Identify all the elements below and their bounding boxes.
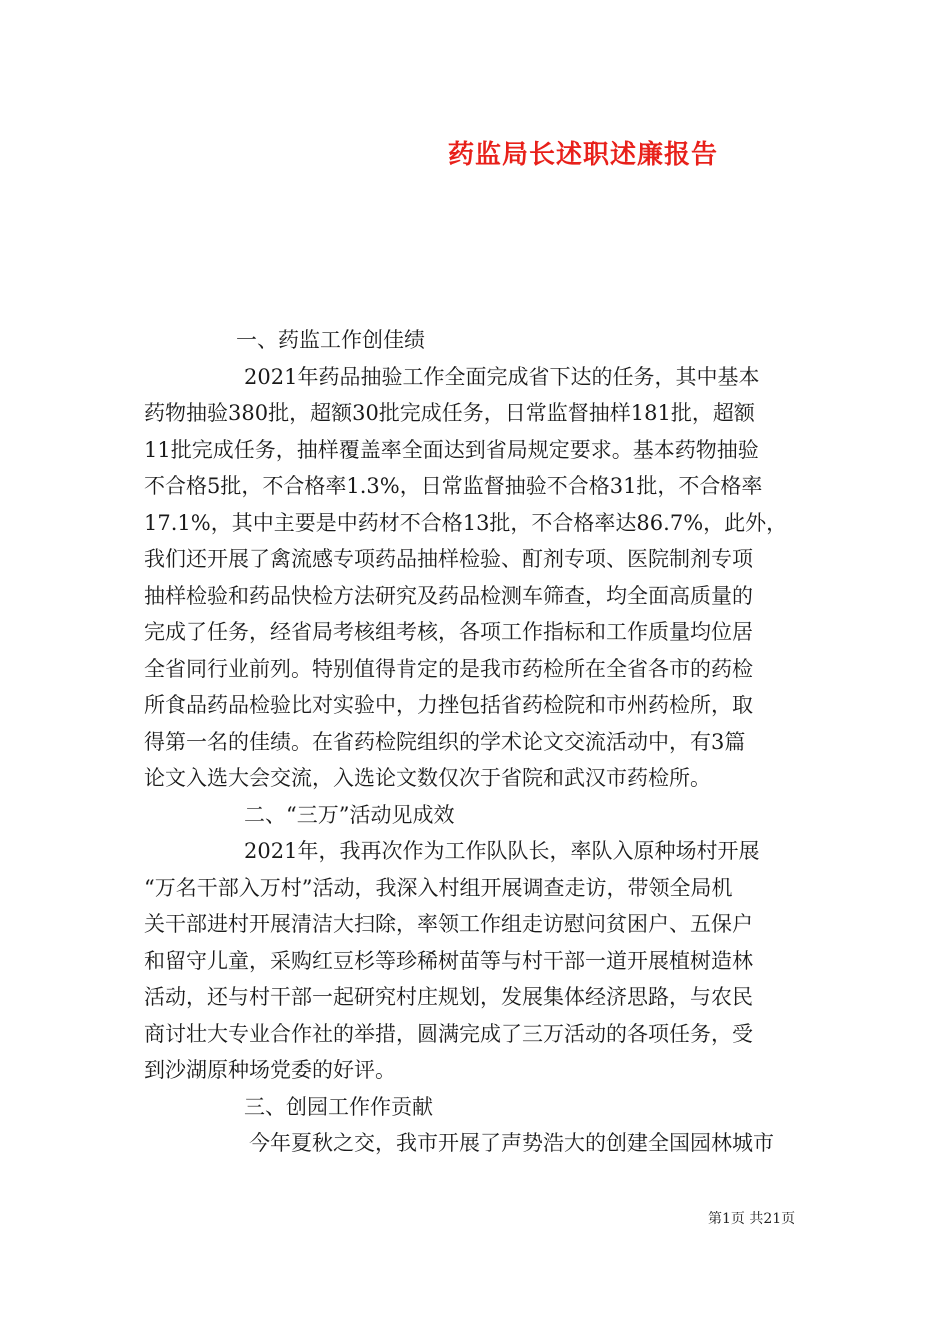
page-number-footer: 第1页 共21页 <box>708 1211 796 1227</box>
section-heading-2: 二、“三万”活动见成效 <box>244 802 455 827</box>
section-heading-3: 三、创园工作作贡献 <box>244 1094 433 1119</box>
section-paragraph-2 <box>144 833 809 1089</box>
paragraph-line: 活动，还与村干部一起研究村庄规划，发展集体经济思路，与农民 <box>144 985 753 1009</box>
paragraph-line: 我们还开展了禽流感专项药品抽样检验、酊剂专项、医院制剂专项 <box>144 547 753 571</box>
paragraph-line: 2021年药品抽验工作全面完成省下达的任务，其中基本 <box>244 364 760 389</box>
document-body <box>144 322 809 1162</box>
document-title: 药监局长述职述廉报告 <box>448 140 719 170</box>
paragraph-line: 17.1%，其中主要是中药材不合格13批，不合格率达86.7%，此外， <box>144 510 788 535</box>
paragraph-line: 完成了任务，经省局考核组考核，各项工作指标和工作质量均位居 <box>144 620 753 644</box>
paragraph-line: “万名干部入万村”活动，我深入村组开展调查走访，带领全局机 <box>144 875 733 900</box>
paragraph-line: 抽样检验和药品快检方法研究及药品检测车筛查，均全面高质量的 <box>144 583 753 608</box>
paragraph-line: 药物抽验380批，超额30批完成任务，日常监督抽样181批，超额 <box>144 401 755 425</box>
paragraph-line: 所食品药品检验比对实验中，力挫包括省药检院和市州药检所，取 <box>144 693 753 717</box>
paragraph-line: 今年夏秋之交，我市开展了声势浩大的创建全国园林城市 <box>249 1131 774 1155</box>
section-paragraph-1 <box>144 359 809 797</box>
paragraph-line: 商讨壮大专业合作社的举措，圆满完成了三万活动的各项任务，受 <box>144 1021 753 1046</box>
paragraph-line: 到沙湖原种场党委的好评。 <box>144 1058 396 1082</box>
paragraph-line: 论文入选大会交流，入选论文数仅次于省院和武汉市药检所。 <box>144 766 711 790</box>
paragraph-line: 关干部进村开展清洁大扫除，率领工作组走访慰问贫困户、五保户 <box>144 912 753 936</box>
paragraph-line: 全省同行业前列。特别值得肯定的是我市药检所在全省各市的药检 <box>144 656 753 681</box>
paragraph-line: 11批完成任务，抽样覆盖率全面达到省局规定要求。基本药物抽验 <box>144 437 759 462</box>
paragraph-line: 得第一名的佳绩。在省药检院组织的学术论文交流活动中，有3篇 <box>144 729 746 754</box>
section-paragraph-3 <box>144 1125 809 1162</box>
paragraph-line: 不合格5批，不合格率1.3%，日常监督抽验不合格31批，不合格率 <box>144 474 763 498</box>
paragraph-line: 2021年，我再次作为工作队队长，率队入原种场村开展 <box>244 839 760 863</box>
paragraph-line: 和留守儿童，采购红豆杉等珍稀树苗等与村干部一道开展植树造林 <box>144 948 753 973</box>
section-heading-1: 一、药监工作创佳绩 <box>236 328 425 352</box>
